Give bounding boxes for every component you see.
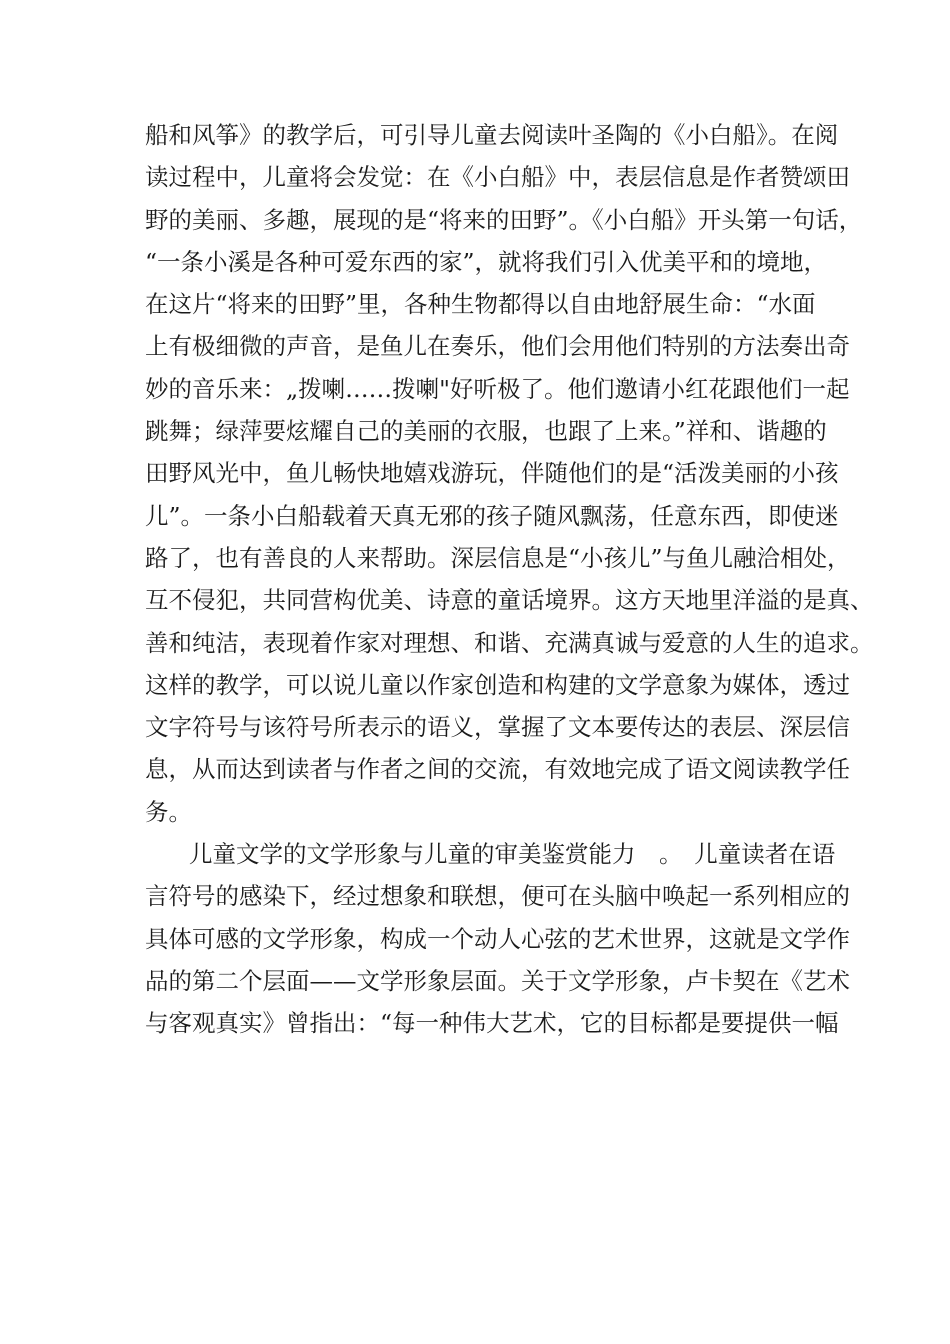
text-line: 具体可感的文学形象，构成一个动人心弦的艺术世界，这就是文学作 (145, 924, 850, 953)
text-line: 读过程中，儿童将会发觉：在《小白船》中，表层信息是作者赞颂田 (145, 163, 850, 192)
text-line: 儿”。一条小白船载着天真无邪的孩子随风飘荡，任意东西，即使迷 (145, 501, 839, 530)
text-line: 妙的音乐来：„拨喇……拨喇"好听极了。他们邀请小红花跟他们一起 (145, 374, 850, 403)
text-line: 野的美丽、多趣，展现的是“将来的田野”。《小白船》开头第一句话， (145, 205, 863, 234)
text-line: 品的第二个层面——文学形象层面。关于文学形象，卢卡契在《艺术 (145, 966, 850, 995)
text-line: 路了，也有善良的人来帮助。深层信息是“小孩儿”与鱼儿融洽相处， (145, 543, 851, 572)
text-line: “一条小溪是各种可爱东西的家”，就将我们引入优美平和的境地， (145, 247, 828, 276)
text-line: 言符号的感染下，经过想象和联想，便可在头脑中唤起一系列相应的 (145, 882, 850, 911)
text-line: 务。 (145, 797, 192, 826)
text-line: 互不侵犯，共同营构优美、诗意的童话境界。这方天地里洋溢的是真、 (145, 586, 874, 615)
body-text (145, 114, 874, 1045)
text-line: 跳舞；绿萍要炫耀自己的美丽的衣服，也跟了上来。”祥和、谐趣的 (145, 417, 827, 446)
text-line: 在这片“将来的田野”里，各种生物都得以自由地舒展生命：“水面 (145, 290, 816, 319)
text-line: 善和纯洁，表现着作家对理想、和谐、充满真诚与爱意的人生的追求。 (145, 628, 874, 657)
text-line: 文字符号与该符号所表示的语义，掌握了文本要传达的表层、深层信 (145, 713, 850, 742)
paragraph-start-line: 儿童文学的文学形象与儿童的审美鉴赏能力 。 儿童读者在语 (189, 840, 836, 869)
text-line: 与客观真实》曾指出：“每一种伟大艺术，它的目标都是要提供一幅 (145, 1009, 839, 1038)
text-line: 船和风筝》的教学后，可引导儿童去阅读叶圣陶的《小白船》。在阅 (145, 121, 839, 149)
text-line: 田野风光中，鱼儿畅快地嬉戏游玩，伴随他们的是“活泼美丽的小孩 (145, 459, 839, 488)
text-line: 这样的教学，可以说儿童以作家创造和构建的文学意象为媒体，透过 (145, 670, 850, 699)
text-line: 息，从而达到读者与作者之间的交流，有效地完成了语文阅读教学任 (145, 755, 850, 784)
text-line: 上有极细微的声音，是鱼儿在奏乐，他们会用他们特别的方法奏出奇 (145, 332, 850, 361)
